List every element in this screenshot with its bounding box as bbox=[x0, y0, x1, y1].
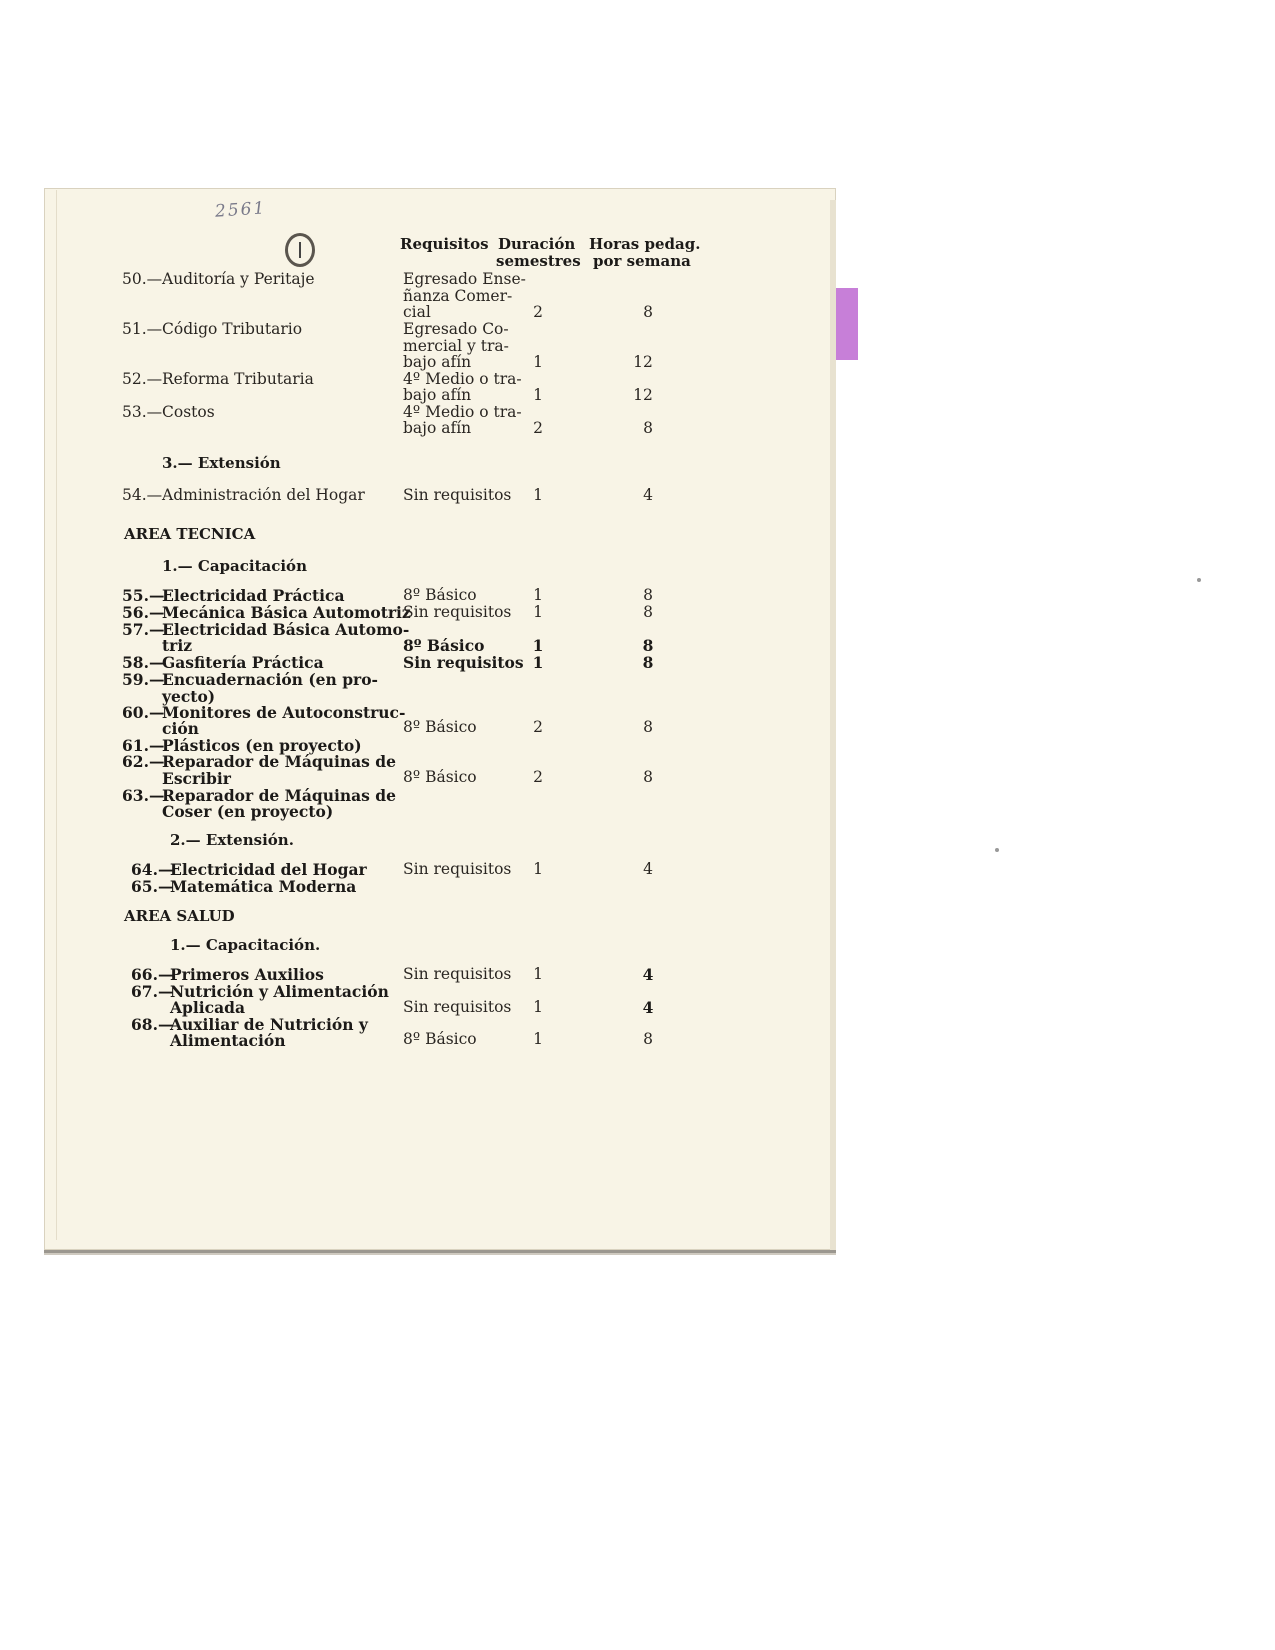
duration: 1 bbox=[533, 1030, 543, 1048]
hours: 4 bbox=[642, 998, 654, 1017]
course-name: Primeros Auxilios bbox=[170, 965, 324, 984]
punch-hole-icon bbox=[285, 233, 315, 267]
course-name: Monitores de Autoconstruc- bbox=[162, 703, 406, 722]
course-name: Reforma Tributaria bbox=[162, 370, 314, 388]
course-name: yecto) bbox=[162, 687, 216, 706]
course-name: Escribir bbox=[162, 769, 231, 788]
duration: 1 bbox=[532, 653, 544, 672]
hours: 4 bbox=[642, 965, 654, 984]
header-requisitos: Requisitos bbox=[400, 235, 489, 253]
hours: 4 bbox=[643, 860, 653, 878]
row-number: 55.— bbox=[122, 586, 165, 605]
course-name: Aplicada bbox=[170, 998, 246, 1017]
course-name: Alimentación bbox=[170, 1031, 286, 1050]
requirement: mercial y tra- bbox=[403, 337, 509, 355]
row-number: 65.— bbox=[131, 877, 174, 896]
duration: 1 bbox=[533, 860, 543, 878]
row-number: 54.— bbox=[122, 486, 163, 504]
duration: 2 bbox=[533, 768, 543, 786]
row-number: 56.— bbox=[122, 603, 165, 622]
row-number: 51.— bbox=[122, 320, 163, 338]
hours: 12 bbox=[633, 353, 653, 371]
course-name: Encuadernación (en pro- bbox=[162, 670, 378, 689]
requirement: ñanza Comer- bbox=[403, 287, 513, 305]
row-number: 62.— bbox=[122, 752, 165, 771]
duration: 1 bbox=[533, 586, 543, 604]
speck bbox=[995, 848, 999, 852]
requirement: Egresado Ense- bbox=[403, 270, 526, 288]
hours: 8 bbox=[643, 603, 653, 621]
course-name: Código Tributario bbox=[162, 320, 303, 338]
requirement: 8º Básico bbox=[403, 768, 477, 786]
section-extension-2: 2.— Extensión. bbox=[170, 831, 294, 849]
section-extension: 3.— Extensión bbox=[162, 454, 281, 472]
duration: 2 bbox=[533, 718, 543, 736]
row-number: 60.— bbox=[122, 703, 165, 722]
row-number: 53.— bbox=[122, 403, 163, 421]
row-number: 59.— bbox=[122, 670, 165, 689]
requirement: bajo afín bbox=[403, 386, 472, 404]
hours: 4 bbox=[643, 486, 653, 504]
course-name: Coser (en proyecto) bbox=[162, 802, 334, 821]
row-number: 63.— bbox=[122, 786, 165, 805]
row-number: 64.— bbox=[131, 860, 174, 879]
requirement: Sin requisitos bbox=[403, 653, 524, 672]
course-name: Costos bbox=[162, 403, 215, 421]
row-number: 50.— bbox=[122, 270, 163, 288]
duration: 2 bbox=[533, 303, 543, 321]
row-number: 66.— bbox=[131, 965, 174, 984]
requirement: Sin requisitos bbox=[403, 998, 512, 1016]
purple-index-tab bbox=[836, 288, 858, 360]
section-area-salud: AREA SALUD bbox=[124, 907, 235, 925]
course-name: Plásticos (en proyecto) bbox=[162, 736, 362, 755]
duration: 1 bbox=[533, 486, 543, 504]
course-name: Nutrición y Alimentación bbox=[170, 982, 389, 1001]
course-name: Auxiliar de Nutrición y bbox=[170, 1015, 368, 1034]
duration: 1 bbox=[533, 386, 543, 404]
course-name: Electricidad del Hogar bbox=[170, 860, 367, 879]
requirement: cial bbox=[403, 303, 431, 321]
requirement: Sin requisitos bbox=[403, 860, 512, 878]
hours: 8 bbox=[643, 586, 653, 604]
course-name: Electricidad Práctica bbox=[162, 586, 345, 605]
requirement: Sin requisitos bbox=[403, 486, 512, 504]
course-name: triz bbox=[162, 636, 193, 655]
requirement: 4º Medio o tra- bbox=[403, 370, 522, 388]
requirement: bajo afín bbox=[403, 419, 472, 437]
row-number: 61.— bbox=[122, 736, 165, 755]
header-por-semana: por semana bbox=[593, 252, 691, 270]
duration: 1 bbox=[533, 965, 543, 983]
course-name: Electricidad Básica Automo- bbox=[162, 620, 410, 639]
requirement: bajo afín bbox=[403, 353, 472, 371]
section-capacitacion: 1.— Capacitación bbox=[162, 557, 307, 575]
row-number: 58.— bbox=[122, 653, 165, 672]
row-number: 52.— bbox=[122, 370, 163, 388]
speck bbox=[1197, 578, 1201, 582]
requirement: 8º Básico bbox=[403, 1030, 477, 1048]
course-name: Auditoría y Peritaje bbox=[162, 270, 315, 288]
hours: 8 bbox=[643, 419, 653, 437]
row-number: 68.— bbox=[131, 1015, 174, 1034]
requirement: Sin requisitos bbox=[403, 965, 512, 983]
requirement: 8º Básico bbox=[403, 718, 477, 736]
header-horas: Horas pedag. bbox=[589, 235, 701, 253]
header-duracion: Duración bbox=[498, 235, 576, 253]
handwritten-note: 2561 bbox=[214, 198, 267, 222]
hours: 8 bbox=[643, 768, 653, 786]
section-area-tecnica: AREA TECNICA bbox=[124, 525, 256, 543]
hours: 8 bbox=[643, 718, 653, 736]
duration: 1 bbox=[533, 998, 543, 1016]
course-name: Reparador de Máquinas de bbox=[162, 752, 396, 771]
requirement: 4º Medio o tra- bbox=[403, 403, 522, 421]
requirement: 8º Básico bbox=[403, 586, 477, 604]
course-name: Mecánica Básica Automotriz bbox=[162, 603, 411, 622]
duration: 1 bbox=[532, 636, 544, 655]
row-number: 57.— bbox=[122, 620, 165, 639]
duration: 1 bbox=[533, 353, 543, 371]
hours: 8 bbox=[642, 653, 654, 672]
hours: 8 bbox=[642, 636, 654, 655]
course-name: Reparador de Máquinas de bbox=[162, 786, 396, 805]
hours: 12 bbox=[633, 386, 653, 404]
section-capacitacion-salud: 1.— Capacitación. bbox=[170, 936, 321, 954]
requirement: 8º Básico bbox=[403, 636, 485, 655]
requirement: Sin requisitos bbox=[403, 603, 512, 621]
course-name: Matemática Moderna bbox=[170, 877, 357, 896]
duration: 1 bbox=[533, 603, 543, 621]
course-name: Gasfitería Práctica bbox=[162, 653, 324, 672]
course-name: Administración del Hogar bbox=[162, 486, 365, 504]
hours: 8 bbox=[643, 1030, 653, 1048]
hours: 8 bbox=[643, 303, 653, 321]
binding-line bbox=[56, 190, 57, 1240]
row-number: 67.— bbox=[131, 982, 174, 1001]
duration: 2 bbox=[533, 419, 543, 437]
course-name: ción bbox=[162, 719, 199, 738]
header-semestres: semestres bbox=[496, 252, 581, 270]
requirement: Egresado Co- bbox=[403, 320, 509, 338]
